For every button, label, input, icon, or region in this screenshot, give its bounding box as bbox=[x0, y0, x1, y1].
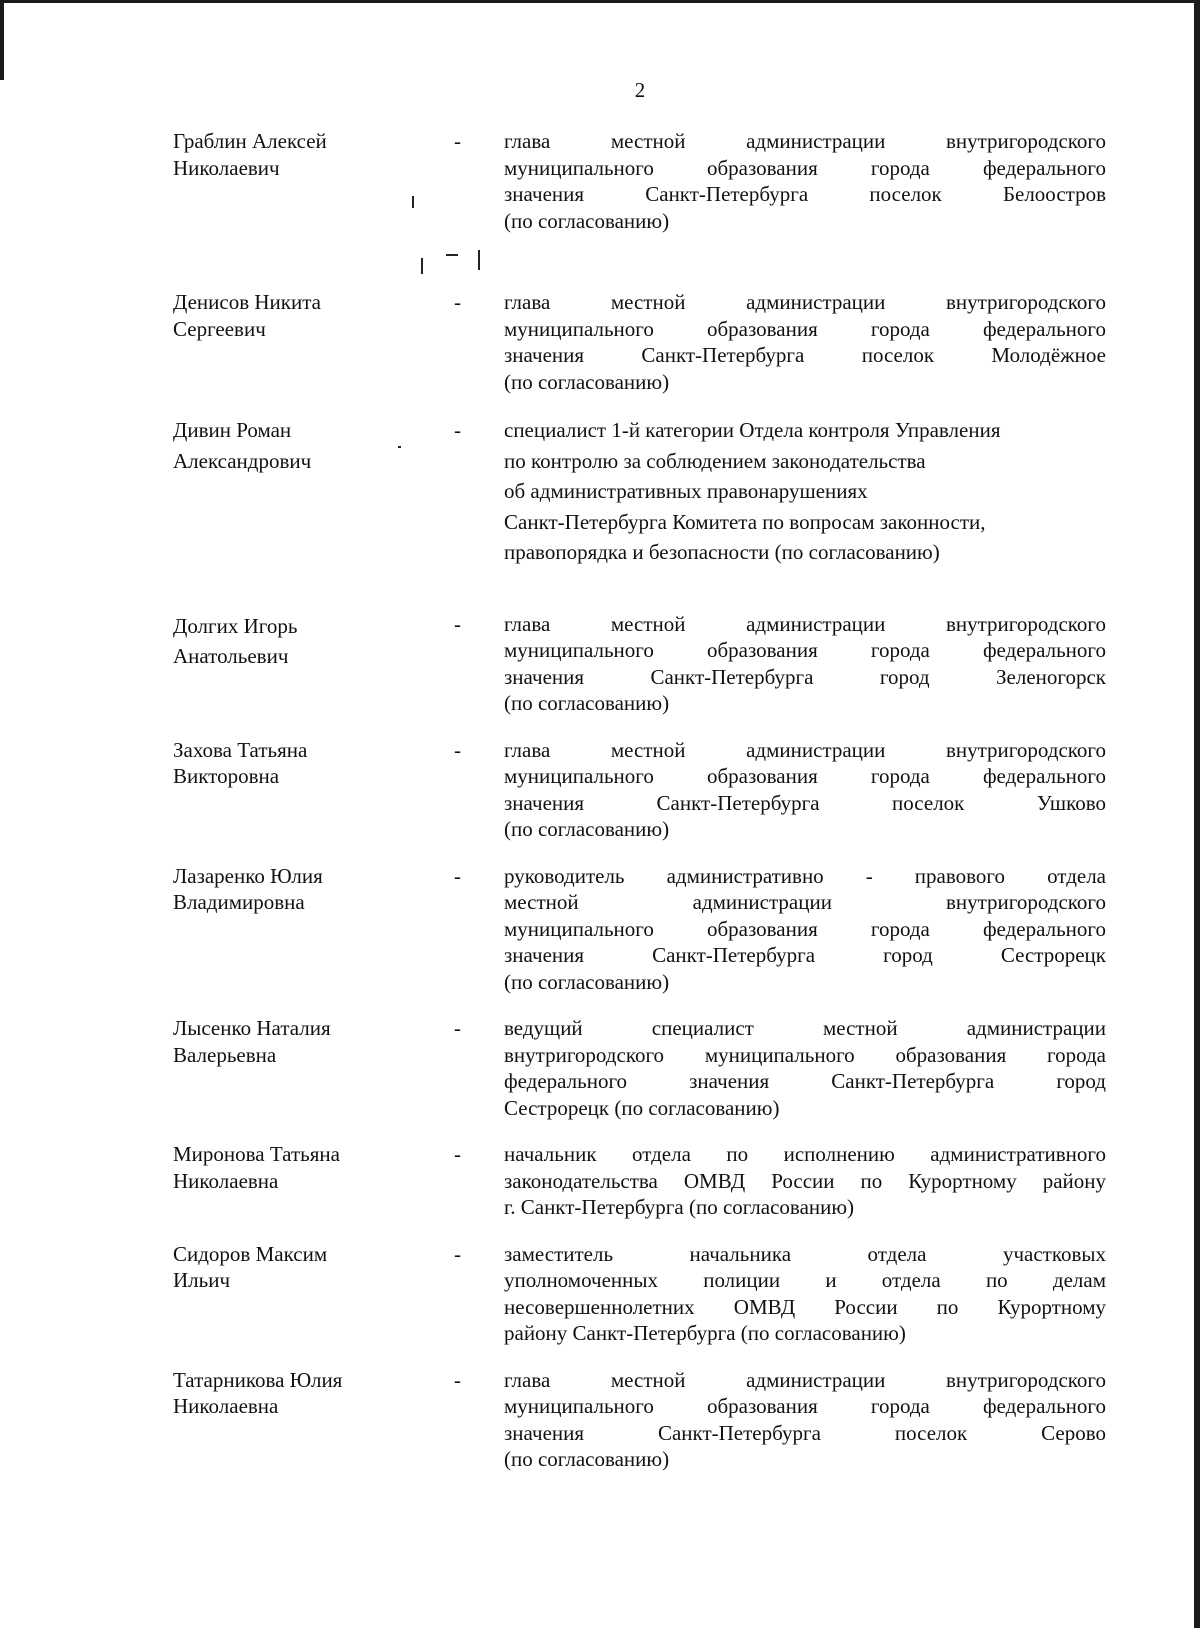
dash-separator: - bbox=[454, 1241, 461, 1266]
member-name: Сидоров Максим Ильич bbox=[173, 1241, 328, 1292]
member-role: начальник отдела по исполнению административного законодательства ОМВД России по Курортному району г. Санкт-Петербурга (по согласованию) bbox=[504, 1142, 1106, 1219]
member-role: ведущий специалист местной администрации внутригородского муниципального образования города федерального значения Санкт-Петербурга город Сестрорецк (по согласованию) bbox=[504, 1016, 1106, 1120]
dash-separator: - bbox=[454, 418, 461, 442]
dash-separator: - bbox=[454, 290, 461, 314]
scan-edge-top bbox=[0, 0, 1200, 3]
member-role: глава местной администрации внутригородского муниципального образования города федерального значения Санкт-Петербурга поселок Ушково (по согласованию) bbox=[504, 737, 1106, 841]
member-role: глава местной администрации внутригородского муниципального образования города федерального значения Санкт-Петербурга поселок Молодёжное (по согласованию) bbox=[504, 290, 1106, 394]
member-row bbox=[173, 1367, 1106, 1473]
member-name: Лазаренко Юлия Владимировна bbox=[173, 863, 323, 914]
member-name: Долгих Игорь Анатольевич bbox=[173, 613, 298, 668]
member-name: Денисов Никита Сергеевич bbox=[173, 290, 321, 341]
dash-separator: - bbox=[454, 1016, 461, 1040]
dash-separator: - bbox=[454, 611, 461, 636]
member-row bbox=[173, 611, 1106, 717]
scan-edge-left bbox=[0, 0, 4, 80]
member-row bbox=[173, 1015, 1106, 1121]
member-role: специалист 1-й категории Отдела контроля Управления по контролю за соблюдением законодательства об административных правонарушениях Санкт-Петербурга Комитета по вопросам законности, правопорядка и безопасности (по согласованию) bbox=[504, 418, 1001, 564]
member-name: Миронова Татьяна Николаевна bbox=[173, 1142, 340, 1193]
committee-member-list bbox=[173, 128, 1106, 1473]
member-role: глава местной администрации внутригородского муниципального образования города федерального значения Санкт-Петербурга поселок Белоостров (по согласованию) bbox=[504, 129, 1106, 233]
dash-separator: - bbox=[454, 1142, 461, 1166]
member-role: глава местной администрации внутригородского муниципального образования города федерального значения Санкт-Петербурга город Зеленогорск (по согласованию) bbox=[504, 611, 1106, 715]
member-row bbox=[173, 1141, 1106, 1221]
scan-edge-right bbox=[1194, 0, 1200, 1628]
member-row bbox=[173, 737, 1106, 843]
dash-separator: - bbox=[454, 737, 461, 762]
dash-separator: - bbox=[454, 1367, 461, 1392]
dash-separator: - bbox=[454, 129, 461, 153]
member-role: заместитель начальника отдела участковых уполномоченных полиции и отдела по делам несовершеннолетних ОМВД России по Курортному району Санкт-Петербурга (по согласованию) bbox=[504, 1241, 1106, 1345]
member-row bbox=[173, 863, 1106, 996]
member-name: Татарникова Юлия Николаевна bbox=[173, 1367, 343, 1418]
member-row bbox=[173, 289, 1106, 395]
page-number: 2 bbox=[634, 78, 646, 102]
member-role: руководитель административно - правового отдела местной администрации внутригородского муниципального образования города федерального значения Санкт-Петербурга город Сестрорецк (по согласованию) bbox=[504, 863, 1106, 994]
member-role: глава местной администрации внутригородского муниципального образования города федерального значения Санкт-Петербурга поселок Серово (по согласованию) bbox=[504, 1367, 1106, 1471]
member-name: Дивин Роман Александрович bbox=[173, 418, 312, 473]
member-row bbox=[173, 415, 1106, 568]
member-name: Захова Татьяна Викторовна bbox=[173, 737, 308, 788]
member-row bbox=[173, 128, 1106, 234]
member-name: Граблин Алексей Николаевич bbox=[173, 129, 327, 180]
dash-separator: - bbox=[454, 863, 461, 888]
member-name: Лысенко Наталия Валерьевна bbox=[173, 1016, 331, 1067]
member-row bbox=[173, 1241, 1106, 1347]
